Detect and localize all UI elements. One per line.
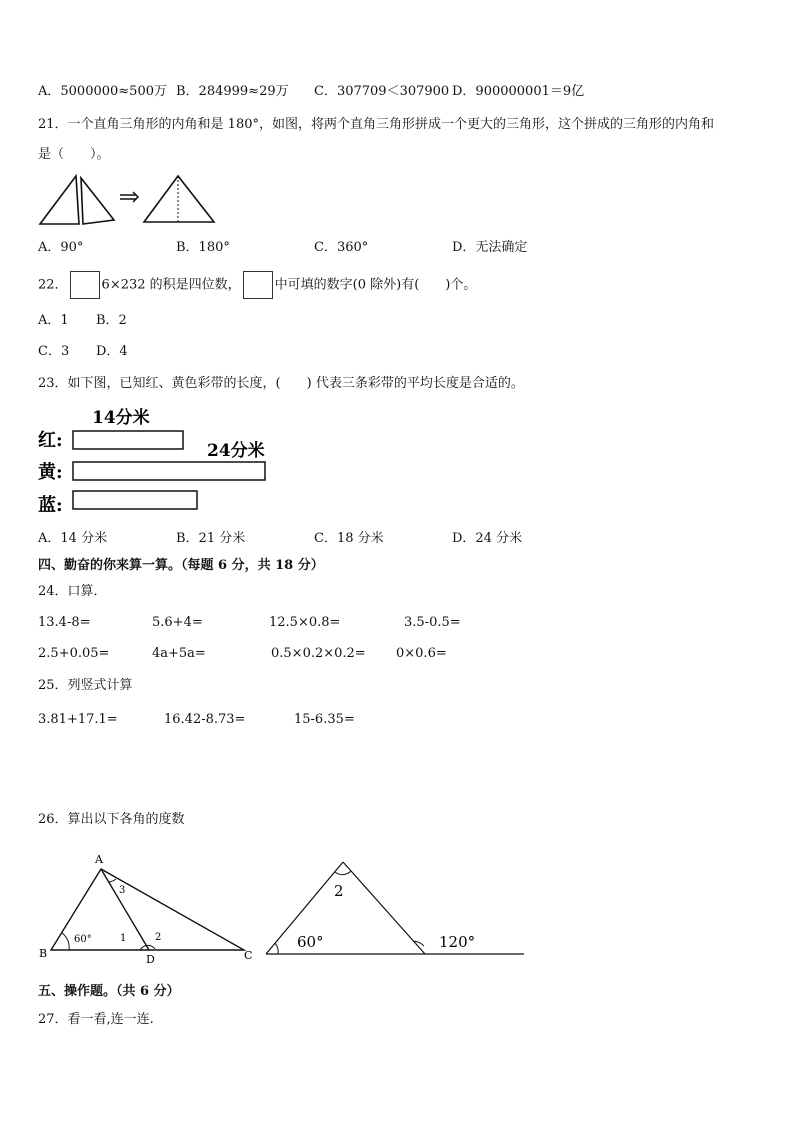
combined-triangle — [144, 176, 214, 222]
ribbon-figure — [36, 404, 296, 524]
blue-ribbon — [73, 491, 197, 509]
vertex-a: A — [95, 853, 103, 866]
q24-title: 24．口算． — [38, 584, 107, 599]
q21-option-d: D．无法确定 — [452, 240, 528, 255]
angle-left-arc — [275, 943, 278, 954]
answer-box-2[interactable] — [243, 271, 273, 299]
q23-option-d: D．24 分米 — [452, 531, 523, 546]
q24-r1-c3: 12.5×0.8= — [269, 615, 341, 630]
q20-option-d: D．900000001＝9亿 — [452, 84, 585, 99]
q20-option-c: C．307709＜307900 — [314, 84, 450, 99]
triangle-abc-figure — [36, 850, 266, 970]
q20-option-b: B．284999≈29万 — [176, 84, 289, 99]
red-length-label: 14分米 — [92, 408, 150, 428]
q22-option-c: C．3 — [38, 344, 70, 359]
q27-title: 27．看一看,连一连. — [38, 1012, 154, 1027]
q24-r1-c4: 3.5-0.5= — [404, 615, 461, 630]
angle-2-label: 2 — [155, 932, 162, 943]
q24-r1-c1: 13.4-8= — [38, 615, 91, 630]
vertex-b: B — [39, 947, 48, 960]
q25-item-3: 15-6.35= — [294, 712, 355, 727]
angle-top-arc — [335, 871, 351, 875]
q21-option-c: C．360° — [314, 240, 369, 255]
arrow-right-icon — [120, 192, 138, 202]
yellow-label: 黄: — [38, 462, 63, 483]
q21-option-a: A．90° — [38, 240, 84, 255]
q22-text-suffix: 中可填的数字(0 除外)有( )个。 — [274, 277, 477, 293]
right-triangle-left — [40, 176, 79, 224]
q21-question-line1: 21．一个直角三角形的内角和是 180°，如图，将两个直角三角形拼成一个更大的三角形，这个拼成的三角形的内角和 — [38, 117, 714, 132]
q26-title: 26．算出以下各角的度数 — [38, 812, 185, 827]
vertex-d: D — [146, 953, 155, 966]
yellow-ribbon — [73, 462, 265, 480]
q21-triangles-figure — [38, 172, 228, 228]
q25-item-1: 3.81+17.1= — [38, 712, 118, 727]
triangle-exterior-angle-figure — [262, 856, 528, 966]
q24-r2-c3: 0.5×0.2×0.2= — [271, 646, 366, 661]
q24-r1-c2: 5.6+4= — [152, 615, 203, 630]
yellow-length-label: 24分米 — [207, 441, 265, 461]
q23-option-c: C．18 分米 — [314, 531, 384, 546]
q22-text-mid: 6×232 的积是四位数， — [101, 277, 241, 293]
section4-title: 四、勤奋的你来算一算。（每题 6 分，共 18 分） — [38, 558, 324, 573]
q22-option-a: A．1 — [38, 313, 69, 328]
red-label: 红: — [38, 430, 63, 451]
q22-option-d: D．4 — [96, 344, 128, 359]
q24-r2-c4: 0×0.6= — [396, 646, 447, 661]
q21-option-b: B．180° — [176, 240, 230, 255]
angle-b-label: 60° — [74, 934, 92, 945]
q20-option-a: A．5000000≈500万 — [38, 84, 167, 99]
q21-question-line2: 是（ ）。 — [38, 147, 110, 162]
angle-top-label: 2 — [334, 882, 344, 900]
angle-b-arc — [62, 933, 69, 950]
q22-option-b: B．2 — [96, 313, 127, 328]
q25-item-2: 16.42-8.73= — [164, 712, 246, 727]
red-ribbon — [73, 431, 183, 449]
q22-question — [38, 271, 476, 300]
q22-number: 22． — [38, 277, 68, 293]
q25-title: 25．列竖式计算 — [38, 678, 133, 693]
angle-left-label: 60° — [297, 933, 324, 951]
q24-r2-c2: 4a+5a= — [152, 646, 206, 661]
q23-option-a: A．14 分米 — [38, 531, 108, 546]
right-side — [343, 862, 425, 954]
section5-title: 五、操作题。（共 6 分） — [38, 984, 180, 999]
angle-3-label: 3 — [119, 885, 126, 896]
angle-1-label: 1 — [120, 933, 127, 944]
angle-3-arc — [108, 879, 116, 882]
q24-r2-c1: 2.5+0.05= — [38, 646, 110, 661]
q23-question: 23．如下图，已知红、黄色彩带的长度，( ) 代表三条彩带的平均长度是合适的。 — [38, 376, 524, 391]
vertex-c: C — [244, 949, 253, 962]
answer-box-1[interactable] — [70, 271, 100, 299]
blue-label: 蓝: — [38, 495, 63, 516]
right-triangle-right — [81, 178, 114, 224]
q23-option-b: B．21 分米 — [176, 531, 246, 546]
angle-ext-label: 120° — [439, 933, 476, 951]
